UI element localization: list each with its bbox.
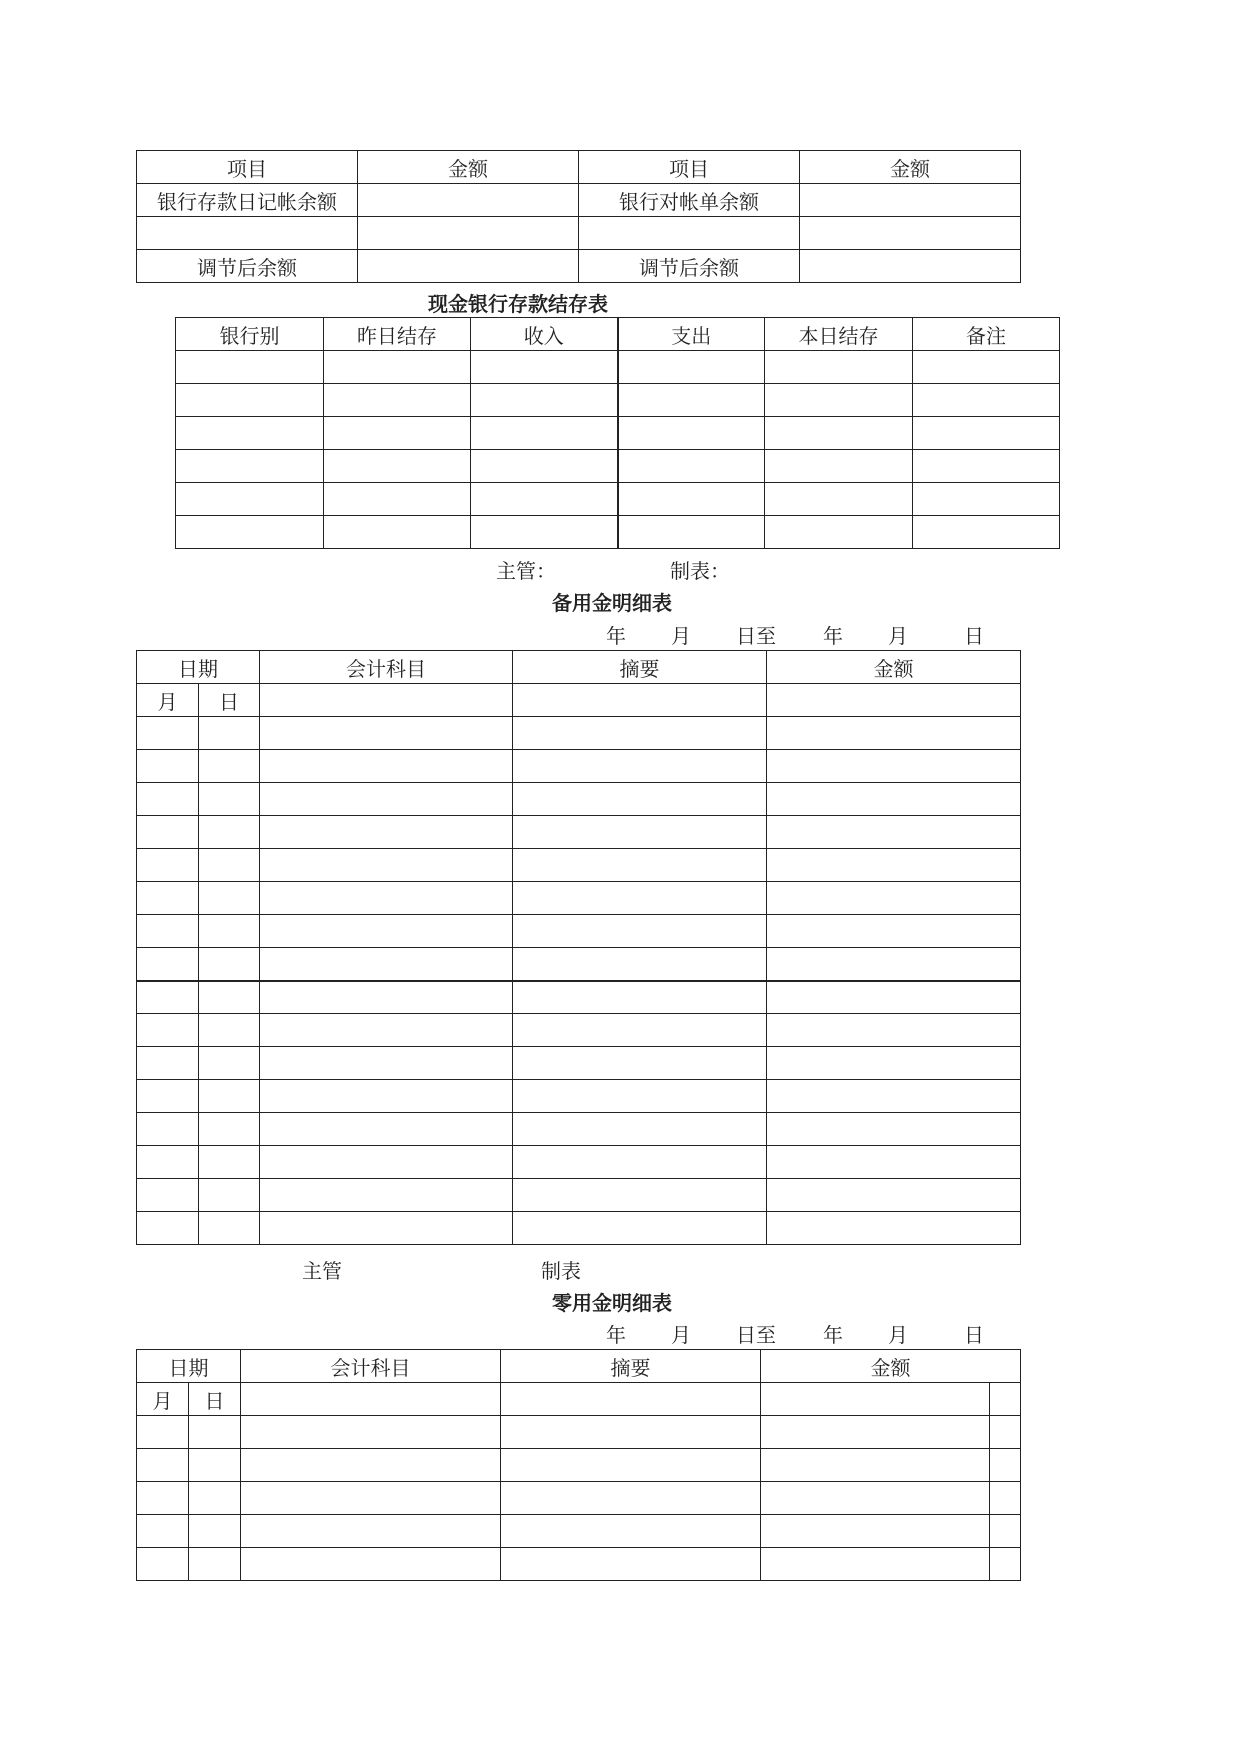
- header-amount: 金额: [800, 151, 1021, 184]
- blank-cell[interactable]: [913, 450, 1060, 483]
- subheader-day: 日: [199, 684, 260, 717]
- blank-cell[interactable]: [513, 783, 767, 816]
- blank-cell[interactable]: [761, 1383, 990, 1416]
- table-row: [176, 483, 1060, 516]
- table-row: [137, 1047, 1021, 1080]
- blank-cell[interactable]: [137, 1047, 199, 1080]
- blank-cell[interactable]: [137, 1515, 189, 1548]
- blank-cell[interactable]: [137, 882, 199, 915]
- date-day: 日: [964, 624, 984, 648]
- header-remarks: 备注: [913, 318, 1060, 351]
- blank-cell[interactable]: [765, 384, 913, 417]
- blank-cell[interactable]: [618, 450, 765, 483]
- blank-cell[interactable]: [241, 1416, 501, 1449]
- date-day-to: 日至: [736, 624, 776, 648]
- header-account: 会计科目: [241, 1350, 501, 1383]
- blank-cell[interactable]: [501, 1548, 761, 1581]
- blank-cell[interactable]: [990, 1416, 1021, 1449]
- table-row: [137, 1383, 1021, 1416]
- label-bank-journal-balance: 银行存款日记帐余额: [137, 184, 358, 217]
- table-row: [137, 981, 1021, 1014]
- label-bank-statement-balance: 银行对帐单余额: [579, 184, 800, 217]
- blank-cell[interactable]: [189, 1449, 241, 1482]
- blank-cell[interactable]: [913, 483, 1060, 516]
- blank-cell[interactable]: [513, 882, 767, 915]
- blank-cell[interactable]: [137, 1146, 199, 1179]
- blank-cell[interactable]: [761, 1515, 990, 1548]
- blank-cell[interactable]: [513, 750, 767, 783]
- table-row: [137, 783, 1021, 816]
- blank-cell[interactable]: [260, 1212, 513, 1245]
- header-date: 日期: [137, 651, 260, 684]
- blank-cell[interactable]: [913, 384, 1060, 417]
- header-summary: 摘要: [501, 1350, 761, 1383]
- blank-cell[interactable]: [137, 783, 199, 816]
- blank-cell[interactable]: [471, 450, 618, 483]
- table-row: [137, 1515, 1021, 1548]
- blank-cell[interactable]: [137, 816, 199, 849]
- amount-cell[interactable]: [800, 250, 1021, 283]
- petty-cash-title: 零用金明细表: [552, 1291, 672, 1315]
- blank-cell[interactable]: [137, 1080, 199, 1113]
- blank-cell[interactable]: [324, 384, 471, 417]
- blank-cell[interactable]: [241, 1449, 501, 1482]
- blank-cell[interactable]: [199, 1113, 260, 1146]
- blank-cell[interactable]: [324, 483, 471, 516]
- date-year: 年: [606, 624, 626, 648]
- blank-cell[interactable]: [176, 351, 324, 384]
- blank-cell[interactable]: [513, 684, 767, 717]
- blank-cell[interactable]: [189, 1548, 241, 1581]
- header-date: 日期: [137, 1350, 241, 1383]
- table-row: [137, 651, 1021, 684]
- blank-cell[interactable]: [137, 1416, 189, 1449]
- blank-cell[interactable]: [137, 1212, 199, 1245]
- date-month: 月: [888, 624, 908, 648]
- header-yesterday-balance: 昨日结存: [324, 318, 471, 351]
- blank-cell[interactable]: [137, 217, 358, 250]
- header-item: 项目: [137, 151, 358, 184]
- header-account: 会计科目: [260, 651, 513, 684]
- blank-cell[interactable]: [501, 1416, 761, 1449]
- blank-cell[interactable]: [260, 1146, 513, 1179]
- blank-cell[interactable]: [513, 1146, 767, 1179]
- blank-cell[interactable]: [471, 351, 618, 384]
- blank-cell[interactable]: [513, 1047, 767, 1080]
- blank-cell[interactable]: [260, 981, 513, 1014]
- blank-cell[interactable]: [137, 1548, 189, 1581]
- blank-cell[interactable]: [471, 516, 618, 549]
- table-row: [137, 750, 1021, 783]
- blank-cell[interactable]: [199, 717, 260, 750]
- blank-cell[interactable]: [260, 882, 513, 915]
- blank-cell[interactable]: [767, 1212, 1021, 1245]
- blank-cell[interactable]: [324, 516, 471, 549]
- blank-cell[interactable]: [137, 1179, 199, 1212]
- table-row: [137, 816, 1021, 849]
- blank-cell[interactable]: [176, 417, 324, 450]
- blank-cell[interactable]: [767, 882, 1021, 915]
- blank-cell[interactable]: [199, 882, 260, 915]
- blank-cell[interactable]: [761, 1449, 990, 1482]
- blank-cell[interactable]: [199, 1080, 260, 1113]
- cash-footer-preparer: 制表：: [670, 559, 730, 583]
- blank-cell[interactable]: [767, 816, 1021, 849]
- blank-cell[interactable]: [990, 1482, 1021, 1515]
- blank-cell[interactable]: [241, 1482, 501, 1515]
- blank-cell[interactable]: [189, 1515, 241, 1548]
- blank-cell[interactable]: [199, 816, 260, 849]
- table-row: [137, 849, 1021, 882]
- table-row: [176, 351, 1060, 384]
- table-row: [137, 1146, 1021, 1179]
- blank-cell[interactable]: [137, 981, 199, 1014]
- table-row: [137, 1212, 1021, 1245]
- table-row: [137, 915, 1021, 948]
- blank-cell[interactable]: [513, 849, 767, 882]
- blank-cell[interactable]: [358, 217, 579, 250]
- blank-cell[interactable]: [199, 948, 260, 981]
- blank-cell[interactable]: [761, 1416, 990, 1449]
- blank-cell[interactable]: [189, 1482, 241, 1515]
- blank-cell[interactable]: [324, 450, 471, 483]
- blank-cell[interactable]: [199, 1212, 260, 1245]
- blank-cell[interactable]: [199, 981, 260, 1014]
- blank-cell[interactable]: [199, 750, 260, 783]
- table-row: [137, 1179, 1021, 1212]
- label-adjusted-balance: 调节后余额: [137, 250, 358, 283]
- blank-cell[interactable]: [618, 351, 765, 384]
- blank-cell[interactable]: [471, 417, 618, 450]
- blank-cell[interactable]: [241, 1548, 501, 1581]
- blank-cell[interactable]: [199, 1014, 260, 1047]
- blank-cell[interactable]: [765, 483, 913, 516]
- blank-cell[interactable]: [767, 1113, 1021, 1146]
- table-row: [137, 1113, 1021, 1146]
- table-row: [176, 417, 1060, 450]
- table-row: [137, 1449, 1021, 1482]
- blank-cell[interactable]: [176, 516, 324, 549]
- reconcile-table: [136, 150, 1021, 283]
- blank-cell[interactable]: [324, 351, 471, 384]
- blank-cell[interactable]: [260, 750, 513, 783]
- blank-cell[interactable]: [767, 1047, 1021, 1080]
- blank-cell[interactable]: [579, 217, 800, 250]
- blank-cell[interactable]: [913, 351, 1060, 384]
- table-row: [137, 948, 1021, 981]
- date-day-to: 日至: [736, 1323, 776, 1347]
- amount-cell[interactable]: [800, 184, 1021, 217]
- blank-cell[interactable]: [199, 1146, 260, 1179]
- header-today-balance: 本日结存: [765, 318, 913, 351]
- blank-cell[interactable]: [513, 1179, 767, 1212]
- blank-cell[interactable]: [137, 1449, 189, 1482]
- table-row: [176, 384, 1060, 417]
- blank-cell[interactable]: [913, 417, 1060, 450]
- blank-cell[interactable]: [176, 384, 324, 417]
- table-row: [137, 1482, 1021, 1515]
- blank-cell[interactable]: [913, 516, 1060, 549]
- blank-cell[interactable]: [767, 1146, 1021, 1179]
- blank-cell[interactable]: [767, 849, 1021, 882]
- blank-cell[interactable]: [765, 516, 913, 549]
- table-row: [137, 717, 1021, 750]
- blank-cell[interactable]: [199, 849, 260, 882]
- date-month: 月: [671, 624, 691, 648]
- blank-cell[interactable]: [137, 1014, 199, 1047]
- header-item: 项目: [579, 151, 800, 184]
- date-month: 月: [888, 1323, 908, 1347]
- blank-cell[interactable]: [767, 684, 1021, 717]
- table-row: [137, 1416, 1021, 1449]
- reserve-fund-title: 备用金明细表: [552, 591, 672, 615]
- cash-footer-supervisor: 主管：: [496, 559, 556, 583]
- blank-cell[interactable]: [137, 915, 199, 948]
- table-row: [137, 1350, 1021, 1383]
- blank-cell[interactable]: [767, 1014, 1021, 1047]
- header-income: 收入: [471, 318, 618, 351]
- blank-cell[interactable]: [260, 1179, 513, 1212]
- blank-cell[interactable]: [324, 417, 471, 450]
- blank-cell[interactable]: [761, 1548, 990, 1581]
- cash-balance-table: [175, 317, 1060, 549]
- subheader-month: 月: [137, 1383, 189, 1416]
- blank-cell[interactable]: [260, 1014, 513, 1047]
- table-row: [176, 318, 1060, 351]
- header-amount: 金额: [761, 1350, 1021, 1383]
- blank-cell[interactable]: [767, 1179, 1021, 1212]
- blank-cell[interactable]: [241, 1383, 501, 1416]
- date-year: 年: [606, 1323, 626, 1347]
- header-amount: 金额: [358, 151, 579, 184]
- blank-cell[interactable]: [618, 417, 765, 450]
- blank-cell[interactable]: [767, 717, 1021, 750]
- blank-cell[interactable]: [513, 1014, 767, 1047]
- blank-cell[interactable]: [501, 1482, 761, 1515]
- date-year: 年: [823, 624, 843, 648]
- blank-cell[interactable]: [199, 1179, 260, 1212]
- petty-cash-table: [136, 1349, 1021, 1581]
- blank-cell[interactable]: [241, 1515, 501, 1548]
- blank-cell[interactable]: [260, 816, 513, 849]
- blank-cell[interactable]: [767, 981, 1021, 1014]
- table-row: [137, 151, 1021, 184]
- table-row: [176, 516, 1060, 549]
- blank-cell[interactable]: [137, 717, 199, 750]
- blank-cell[interactable]: [767, 750, 1021, 783]
- date-day: 日: [964, 1323, 984, 1347]
- blank-cell[interactable]: [765, 417, 913, 450]
- blank-cell[interactable]: [513, 1080, 767, 1113]
- header-amount: 金额: [767, 651, 1021, 684]
- reserve-footer-preparer: 制表: [541, 1259, 581, 1283]
- blank-cell[interactable]: [199, 783, 260, 816]
- table-row: [137, 1548, 1021, 1581]
- blank-cell[interactable]: [513, 915, 767, 948]
- table-row: [137, 1080, 1021, 1113]
- blank-cell[interactable]: [513, 948, 767, 981]
- table-row: [137, 217, 1021, 250]
- date-year: 年: [823, 1323, 843, 1347]
- blank-cell[interactable]: [767, 783, 1021, 816]
- blank-cell[interactable]: [260, 684, 513, 717]
- amount-cell[interactable]: [358, 250, 579, 283]
- blank-cell[interactable]: [501, 1383, 761, 1416]
- blank-cell[interactable]: [199, 915, 260, 948]
- blank-cell[interactable]: [137, 1482, 189, 1515]
- blank-cell[interactable]: [471, 384, 618, 417]
- blank-cell[interactable]: [501, 1449, 761, 1482]
- blank-cell[interactable]: [199, 1047, 260, 1080]
- table-row: [137, 882, 1021, 915]
- blank-cell[interactable]: [990, 1383, 1021, 1416]
- date-month: 月: [671, 1323, 691, 1347]
- cash-balance-title: 现金银行存款结存表: [428, 292, 608, 316]
- subheader-month: 月: [137, 684, 199, 717]
- blank-cell[interactable]: [260, 1080, 513, 1113]
- blank-cell[interactable]: [761, 1482, 990, 1515]
- blank-cell[interactable]: [513, 981, 767, 1014]
- table-row: [137, 1014, 1021, 1047]
- blank-cell[interactable]: [618, 384, 765, 417]
- blank-cell[interactable]: [990, 1449, 1021, 1482]
- blank-cell[interactable]: [260, 717, 513, 750]
- blank-cell[interactable]: [800, 217, 1021, 250]
- blank-cell[interactable]: [260, 948, 513, 981]
- blank-cell[interactable]: [176, 450, 324, 483]
- blank-cell[interactable]: [471, 483, 618, 516]
- blank-cell[interactable]: [767, 915, 1021, 948]
- blank-cell[interactable]: [767, 1080, 1021, 1113]
- blank-cell[interactable]: [260, 915, 513, 948]
- header-expense: 支出: [618, 318, 765, 351]
- blank-cell[interactable]: [260, 783, 513, 816]
- blank-cell[interactable]: [990, 1515, 1021, 1548]
- blank-cell[interactable]: [501, 1515, 761, 1548]
- reserve-footer-supervisor: 主管: [302, 1259, 342, 1283]
- blank-cell[interactable]: [618, 483, 765, 516]
- blank-cell[interactable]: [176, 483, 324, 516]
- blank-cell[interactable]: [137, 750, 199, 783]
- blank-cell[interactable]: [189, 1416, 241, 1449]
- blank-cell[interactable]: [260, 1113, 513, 1146]
- blank-cell[interactable]: [513, 1212, 767, 1245]
- table-row: [137, 184, 1021, 217]
- subheader-day: 日: [189, 1383, 241, 1416]
- amount-cell[interactable]: [358, 184, 579, 217]
- table-row: [137, 250, 1021, 283]
- blank-cell[interactable]: [513, 816, 767, 849]
- blank-cell[interactable]: [513, 1113, 767, 1146]
- header-summary: 摘要: [513, 651, 767, 684]
- blank-cell[interactable]: [137, 849, 199, 882]
- table-row: [137, 684, 1021, 717]
- header-bank: 银行别: [176, 318, 324, 351]
- blank-cell[interactable]: [137, 1113, 199, 1146]
- table-row: [176, 450, 1060, 483]
- blank-cell[interactable]: [765, 351, 913, 384]
- blank-cell[interactable]: [260, 1047, 513, 1080]
- blank-cell[interactable]: [137, 948, 199, 981]
- blank-cell[interactable]: [990, 1548, 1021, 1581]
- blank-cell[interactable]: [765, 450, 913, 483]
- blank-cell[interactable]: [767, 948, 1021, 981]
- label-adjusted-balance: 调节后余额: [579, 250, 800, 283]
- blank-cell[interactable]: [260, 849, 513, 882]
- blank-cell[interactable]: [618, 516, 765, 549]
- blank-cell[interactable]: [513, 717, 767, 750]
- reserve-fund-table: [136, 650, 1021, 1245]
